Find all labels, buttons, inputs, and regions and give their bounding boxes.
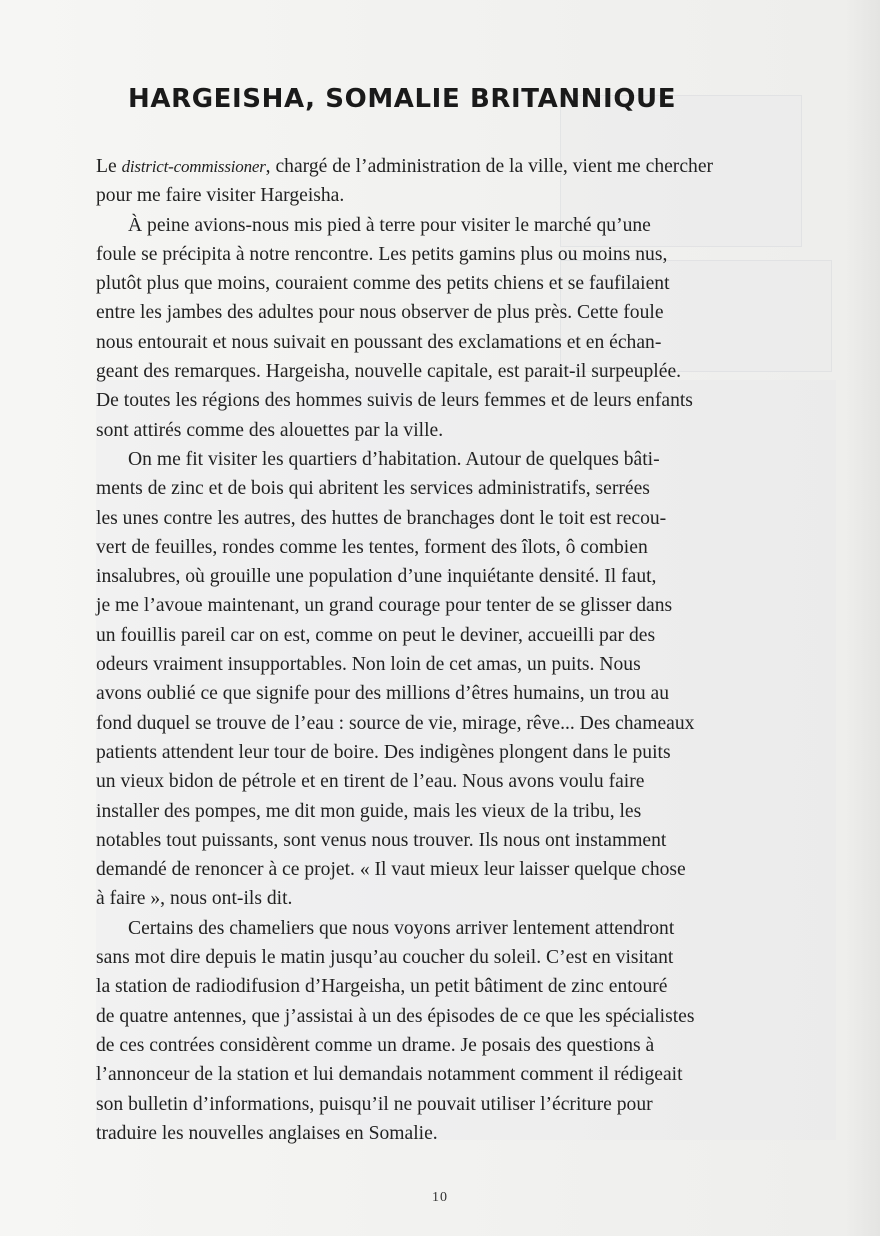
- paragraph-3-line: demandé de renoncer à ce projet. « Il vaut mieux leur laisser quelque chose: [96, 859, 686, 881]
- paragraph-3-line: avons oublié ce que signife pour des millions d’êtres humains, un trou au: [96, 683, 670, 705]
- paragraph-3-line: je me l’avoue maintenant, un grand courage pour tenter de se glisser dans: [96, 595, 673, 617]
- paragraph-3-line: patients attendent leur tour de boire. Des indigènes plongent dans le puits: [96, 741, 671, 763]
- paragraph-3-line: ments de zinc et de bois qui abritent les services administratifs, serrées: [96, 478, 650, 500]
- paragraph-4-line: de ces contrées considèrent comme un drame. Je posais des questions à: [96, 1034, 655, 1056]
- paragraph-4-line: l’annonceur de la station et lui demandais notamment comment il rédigeait: [96, 1064, 683, 1086]
- body-text: [96, 152, 816, 1148]
- paragraph-3-line: insalubres, où grouille une population d’une inquiétante densité. Il faut,: [96, 566, 657, 588]
- paragraph-3-line: un fouillis pareil car on est, comme on peut le deviner, accueilli par des: [96, 624, 656, 646]
- italic-term: district-commissioner: [121, 157, 266, 176]
- paragraph-1-line-2: pour me faire visiter Hargeisha.: [96, 185, 345, 207]
- paragraph-3-line: les unes contre les autres, des huttes de branchages dont le toit est recou-: [96, 507, 667, 529]
- text-run: Le: [96, 156, 122, 177]
- paragraph-2-line: entre les jambes des adultes pour nous observer de plus près. Cette foule: [96, 302, 664, 324]
- text-run: , chargé de l’administration de la ville, vient me chercher: [265, 156, 714, 177]
- paragraph-2-line: plutôt plus que moins, couraient comme des petits chiens et se faufilaient: [96, 273, 670, 295]
- paragraph-4-line: sans mot dire depuis le matin jusqu’au coucher du soleil. C’est en visitant: [96, 947, 674, 969]
- paragraph-1-line-1: [96, 152, 816, 181]
- paragraph-3-line: fond duquel se trouve de l’eau : source de vie, mirage, rêve... Des chameaux: [96, 712, 695, 734]
- paragraph-3-line: un vieux bidon de pétrole et en tirent de l’eau. Nous avons voulu faire: [96, 771, 645, 793]
- paragraph-3-line: vert de feuilles, rondes comme les tentes, forment des îlots, ô combien: [96, 536, 648, 558]
- paragraph-2-line: À peine avions-nous mis pied à terre pour visiter le marché qu’une: [128, 214, 651, 236]
- paragraph-4-line: de quatre antennes, que j’assistai à un des épisodes de ce que les spécialistes: [96, 1005, 695, 1027]
- paragraph-3-line: installer des pompes, me dit mon guide, mais les vieux de la tribu, les: [96, 800, 642, 822]
- paragraph-3-line: à faire », nous ont-ils dit.: [96, 888, 293, 910]
- paragraph-2-line: sont attirés comme des alouettes par la ville.: [96, 419, 444, 441]
- paragraph-4-line: la station de radiodifusion d’Hargeisha, un petit bâtiment de zinc entouré: [96, 976, 668, 998]
- page-title: HARGEISHA, SOMALIE BRITANNIQUE: [128, 84, 677, 114]
- paragraph-4-line: son bulletin d’informations, puisqu’il ne pouvait utiliser l’écriture pour: [96, 1093, 653, 1115]
- paragraph-3-line: odeurs vraiment insupportables. Non loin de cet amas, un puits. Nous: [96, 654, 641, 676]
- paragraph-2-line: foule se précipita à notre rencontre. Les petits gamins plus ou moins nus,: [96, 243, 668, 265]
- paragraph-4-line: traduire les nouvelles anglaises en Somalie.: [96, 1122, 438, 1144]
- page-number: 10: [432, 1190, 448, 1205]
- paragraph-2-line: geant des remarques. Hargeisha, nouvelle capitale, est parait-il surpeuplée.: [96, 361, 682, 383]
- paragraph-3-line: notables tout puissants, sont venus nous trouver. Ils nous ont instamment: [96, 829, 667, 851]
- paragraph-4-line: Certains des chameliers que nous voyons arriver lentement attendront: [128, 917, 675, 939]
- paragraph-3-line: On me fit visiter les quartiers d’habitation. Autour de quelques bâti-: [128, 448, 660, 470]
- paragraph-2-line: De toutes les régions des hommes suivis de leurs femmes et de leurs enfants: [96, 390, 693, 412]
- paragraph-2-line: nous entourait et nous suivait en poussant des exclamations et en échan-: [96, 331, 662, 353]
